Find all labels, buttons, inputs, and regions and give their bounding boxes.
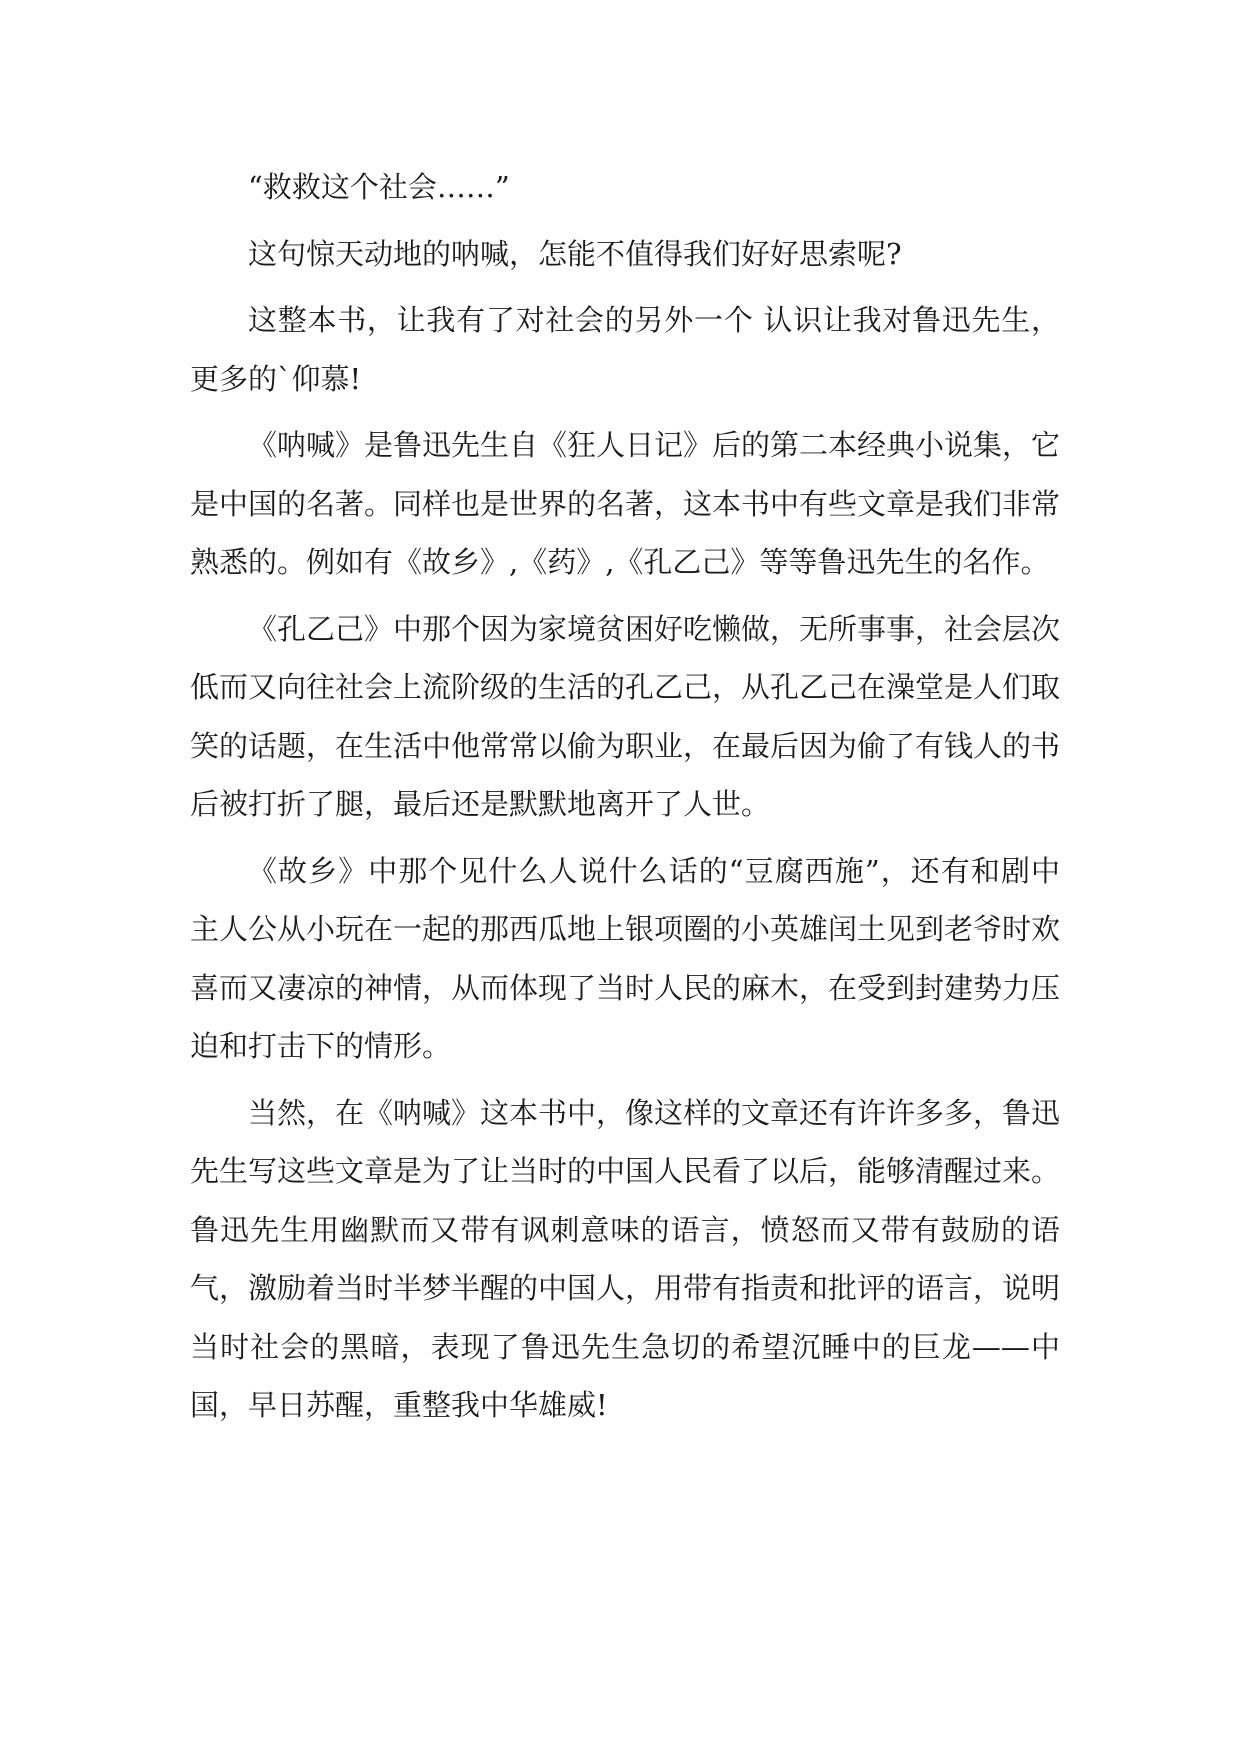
paragraph-5: 《孔乙己》中那个因为家境贫困好吃懒做，无所事事，社会层次低而又向往社会上流阶级的生活的孔乙己，从孔乙己在澡堂是人们取笑的话题，在生活中他常常以偷为职业，在最后因为偷了有钱人的书后被打折了腿，最后还是默默地离开了人世。 [190, 611, 1061, 821]
paragraph-7: 当然，在《呐喊》这本书中，像这样的文章还有许许多多，鲁迅先生写这些文章是为了让当时的中国人民看了以后，能够清醒过来。鲁迅先生用幽默而又带有讽刺意味的语言，愤怒而又带有鼓励的语气，激励着当时半梦半醒的中国人，用带有指责和批评的语言，说明当时社会的黑暗，表现了鲁迅先生急切的希望沉睡中的巨龙——中国，早日苏醒，重整我中华雄威! [190, 1095, 1061, 1422]
paragraph-3: 这整本书，让我有了对社会的另外一个 认识让我对鲁迅先生，更多的`仰慕! [190, 303, 1060, 396]
paragraph-2: 这句惊天动地的呐喊，怎能不值得我们好好思索呢? [248, 236, 902, 271]
paragraph-6: 《故乡》中那个见什么人说什么话的“豆腐西施”，还有和剧中主人公从小玩在一起的那西瓜地上银项圈的小英雄闰土见到老爷时欢喜而又凄凉的神情，从而体现了当时人民的麻木，在受到封建势力压迫和打击下的情形。 [190, 853, 1061, 1063]
paragraph-4: 《呐喊》是鲁迅先生自《狂人日记》后的第二本经典小说集，它是中国的名著。同样也是世界的名著，这本书中有些文章是我们非常熟悉的。例如有《故乡》,《药》,《孔乙己》等等鲁迅先生的名作。 [190, 428, 1061, 579]
document-body [190, 158, 1060, 1435]
paragraph-quote: “救救这个社会……” [248, 170, 510, 204]
